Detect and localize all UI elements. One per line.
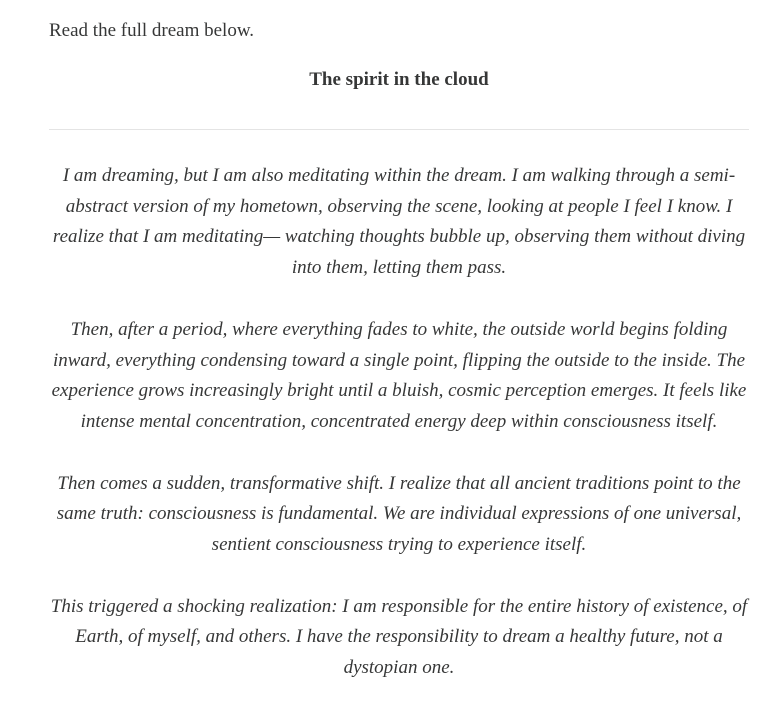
dream-text	[49, 161, 749, 715]
section-divider	[49, 129, 749, 130]
intro-text: Read the full dream below.	[49, 20, 255, 41]
dream-paragraph-3: Then comes a sudden, transformative shift. I realize that all ancient traditions point to the same truth: consciousness is fundamental. We are individual expressions of one universal, sentient consciousness trying to experience itself.	[56, 472, 742, 556]
dream-title: The spirit in the cloud	[309, 69, 489, 90]
dream-paragraph-4: This triggered a shocking realization: I am responsible for the entire history of existence, of Earth, of myself, and others. I have the responsibility to dream a healthy future, not a dystopian one.	[50, 595, 748, 679]
dream-paragraph-2: Then, after a period, where everything fades to white, the outside world begins folding inward, everything condensing toward a single point, flipping the outside to the inside. The experience grows increasingly bright until a bluish, cosmic perception emerges. It feels like intense mental concentration, concentrated energy deep within consciousness itself.	[51, 318, 747, 432]
dream-paragraph-1: I am dreaming, but I am also meditating within the dream. I am walking through a semi-abstract version of my hometown, observing the scene, looking at people I feel I know. I realize that I am meditating— watching thoughts bubble up, observing them without diving into them, letting them pass.	[52, 165, 746, 279]
